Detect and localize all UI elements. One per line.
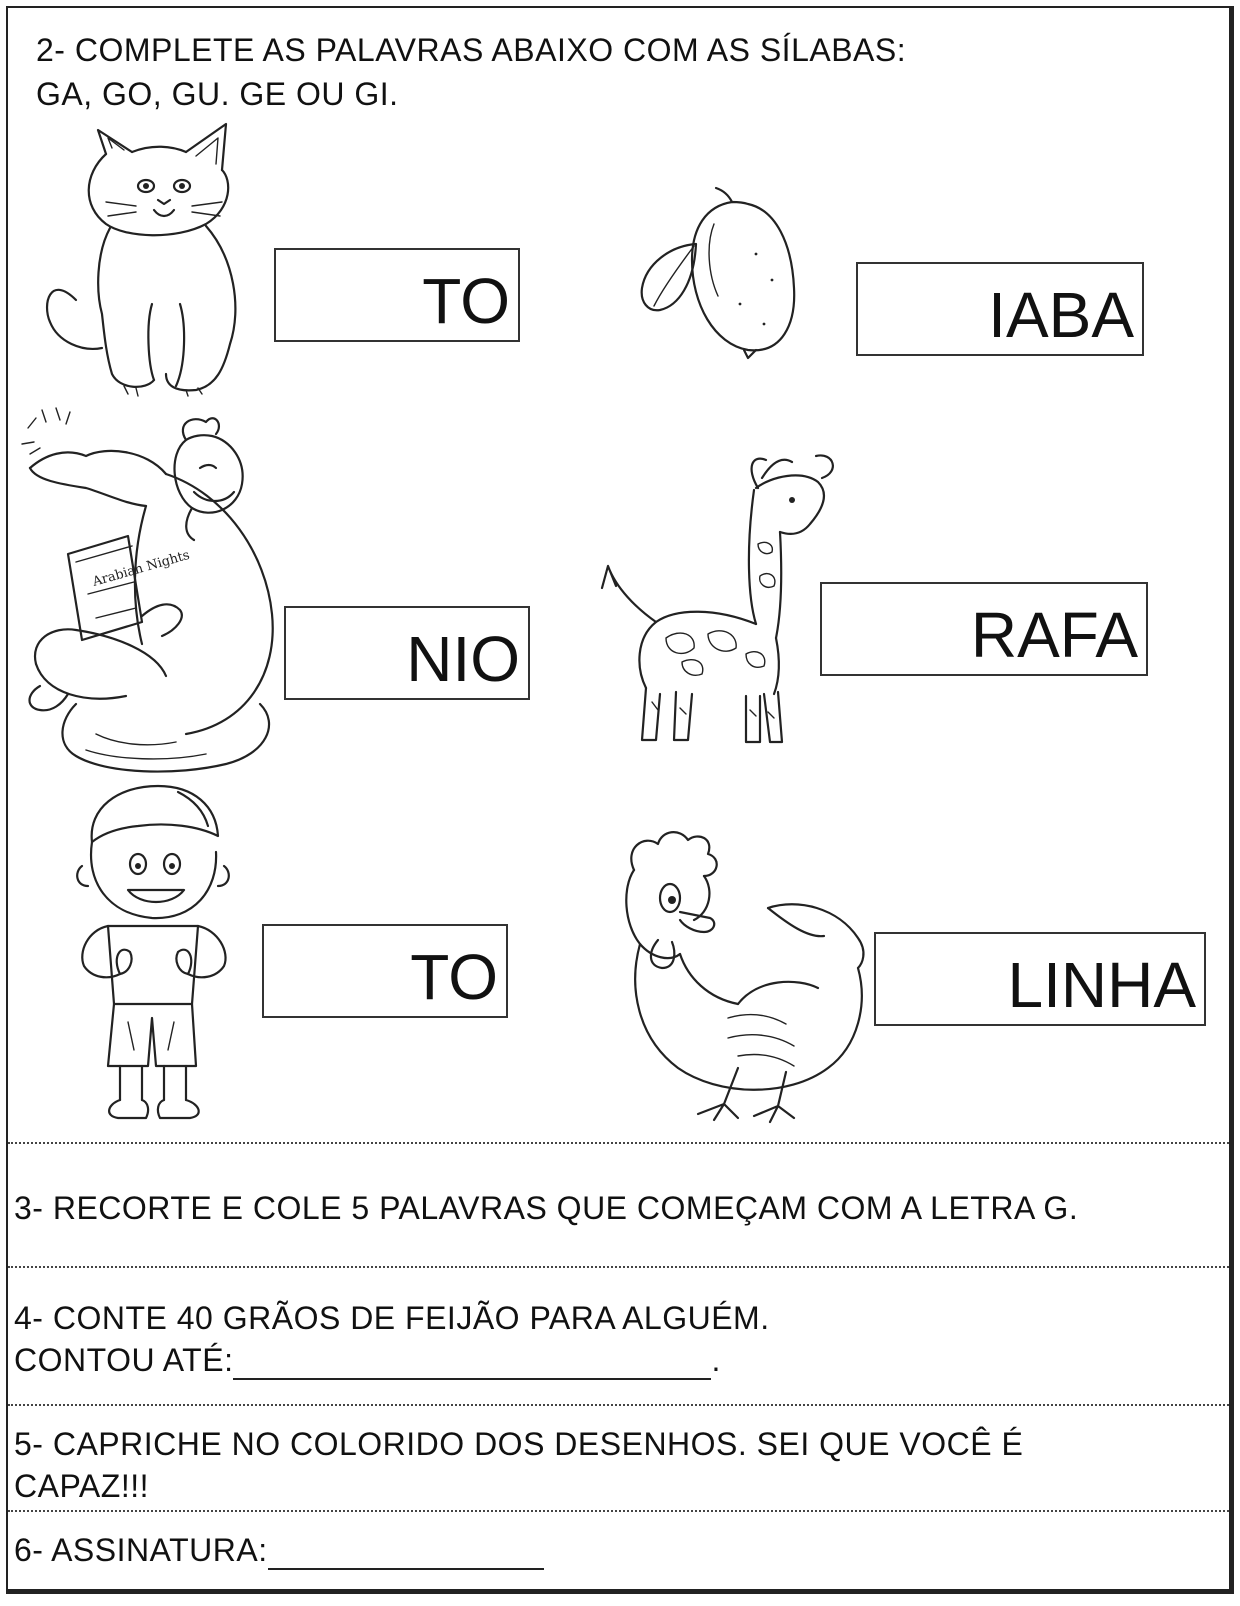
q4-answer-line [14, 1340, 721, 1380]
guava-drawing [636, 184, 796, 360]
q4-answer-end: . [711, 1342, 721, 1378]
section-divider [8, 1142, 1229, 1144]
worksheet-page [6, 6, 1234, 1594]
section-divider [8, 1404, 1229, 1406]
signature-blank[interactable] [268, 1538, 544, 1570]
word-box-5-suffix: TO [410, 941, 498, 1013]
q3-instruction: 3- RECORTE E COLE 5 PALAVRAS QUE COMEÇAM COM A LETRA G. [14, 1190, 1079, 1226]
word-box-3-suffix: NIO [406, 623, 520, 695]
word-box-3 [284, 606, 530, 700]
q5-instruction-line1: 5- CAPRICHE NO COLORIDO DOS DESENHOS. SEI QUE VOCÊ É [14, 1426, 1024, 1462]
word-box-1 [274, 248, 520, 342]
boy-drawing [68, 782, 238, 1130]
cat-drawing [36, 124, 246, 400]
genie-drawing [16, 404, 286, 780]
word-box-2-suffix: IABA [988, 279, 1134, 351]
hen-drawing [618, 828, 872, 1126]
word-box-4-suffix: RAFA [970, 599, 1138, 671]
q4-answer-label: CONTOU ATÉ: [14, 1342, 234, 1378]
q2-instruction-line2: GA, GO, GU. GE OU GI. [36, 76, 399, 112]
q5-instruction-line2: CAPAZ!!! [14, 1468, 149, 1504]
word-box-5 [262, 924, 508, 1018]
q4-instruction-line1: 4- CONTE 40 GRÃOS DE FEIJÃO PARA ALGUÉM. [14, 1300, 770, 1336]
word-box-2 [856, 262, 1144, 356]
q6-signature-line [14, 1530, 544, 1570]
giraffe-drawing [596, 448, 842, 746]
q6-signature-label: 6- ASSINATURA: [14, 1532, 268, 1568]
word-box-6 [874, 932, 1206, 1026]
word-box-6-suffix: LINHA [1007, 949, 1196, 1021]
section-divider [8, 1266, 1229, 1268]
word-box-1-suffix: TO [422, 265, 510, 337]
word-box-4 [820, 582, 1148, 676]
q2-instruction-line1: 2- COMPLETE AS PALAVRAS ABAIXO COM AS SÍLABAS: [36, 32, 907, 68]
genie-book-title: Arabian Nights [90, 547, 192, 590]
section-divider [8, 1510, 1229, 1512]
q4-answer-blank[interactable] [233, 1348, 711, 1380]
